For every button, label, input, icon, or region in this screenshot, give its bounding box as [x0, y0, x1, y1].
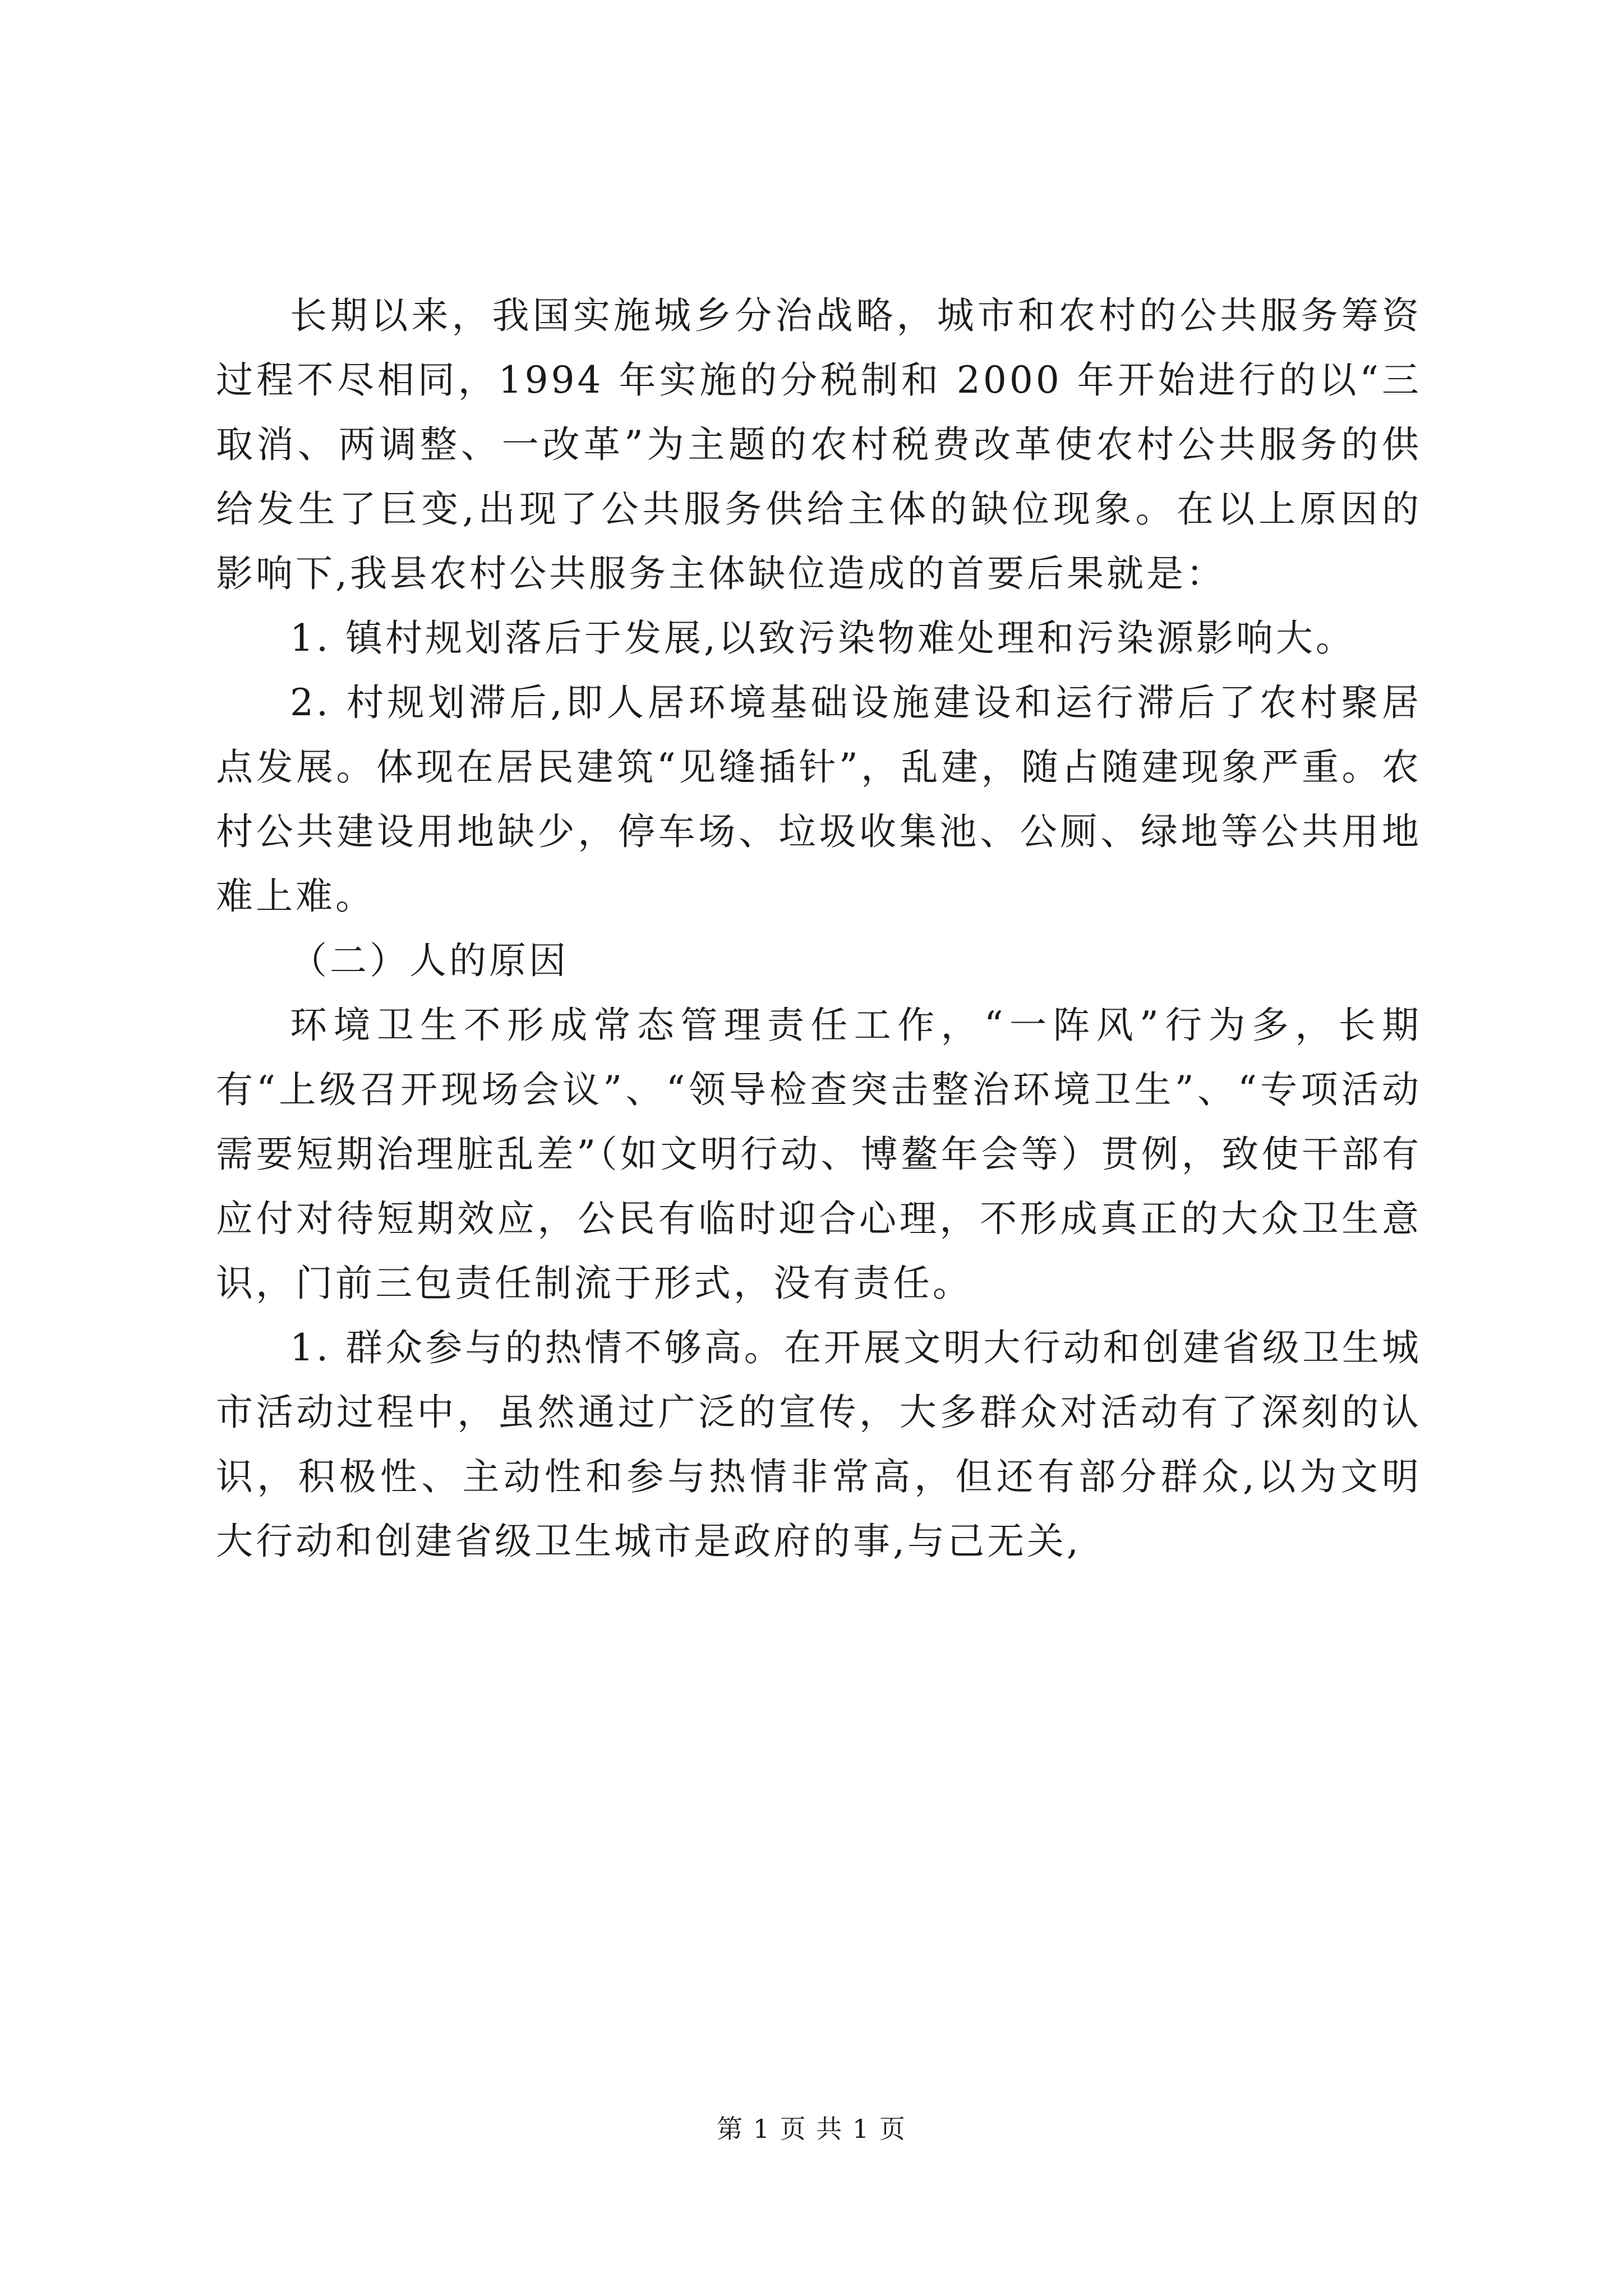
- section-heading-human-causes: （二）人的原因: [290, 939, 569, 982]
- paragraph-human-causes: 环境卫生不形成常态管理责任工作，“一阵风”行为多，长期有“上级召开现场会议”、“领导检查突击整治环境卫生”、“专项活动需要短期治理脏乱差”（如文明行动、博鳌年会等）贯例，致使干部有应付对待短期效应，公民有临时迎合心理，不形成真正的大众卫生意识，门前三包责任制流于形式，没有责任。: [216, 1004, 1422, 1305]
- paragraph-item-1-public-participation: 1. 群众参与的热情不够高。在开展文明大行动和创建省级卫生城市活动过程中，虽然通过广泛的宣传，大多群众对活动有了深刻的认识，积极性、主动性和参与热情非常高，但还有部分群众,以为文明大行动和创建省级卫生城市是政府的事,与己无关,: [216, 1326, 1422, 1563]
- paragraph-background: 长期以来，我国实施城乡分治战略，城市和农村的公共服务筹资过程不尽相同，1994 年实施的分税制和 2000 年开始进行的以“三取消、两调整、一改革”为主题的农村税费改革使农村公共服务的供给发生了巨变,出现了公共服务供给主体的缺位现象。在以上原因的影响下,我县农村公共服务主体缺位造成的首要后果就是：: [216, 294, 1422, 595]
- paragraph-item-1-planning: 1. 镇村规划落后于发展,以致污染物难处理和污染源影响大。: [290, 616, 1355, 660]
- page-footer: 第 1 页 共 1 页: [717, 2114, 906, 2144]
- document-body: [216, 283, 1422, 1573]
- paragraph-item-2-village-planning: 2. 村规划滞后,即人居环境基础设施建设和运行滞后了农村聚居点发展。体现在居民建筑“见缝插针”，乱建，随占随建现象严重。农村公共建设用地缺少，停车场、垃圾收集池、公厕、绿地等公共用地难上难。: [216, 681, 1422, 918]
